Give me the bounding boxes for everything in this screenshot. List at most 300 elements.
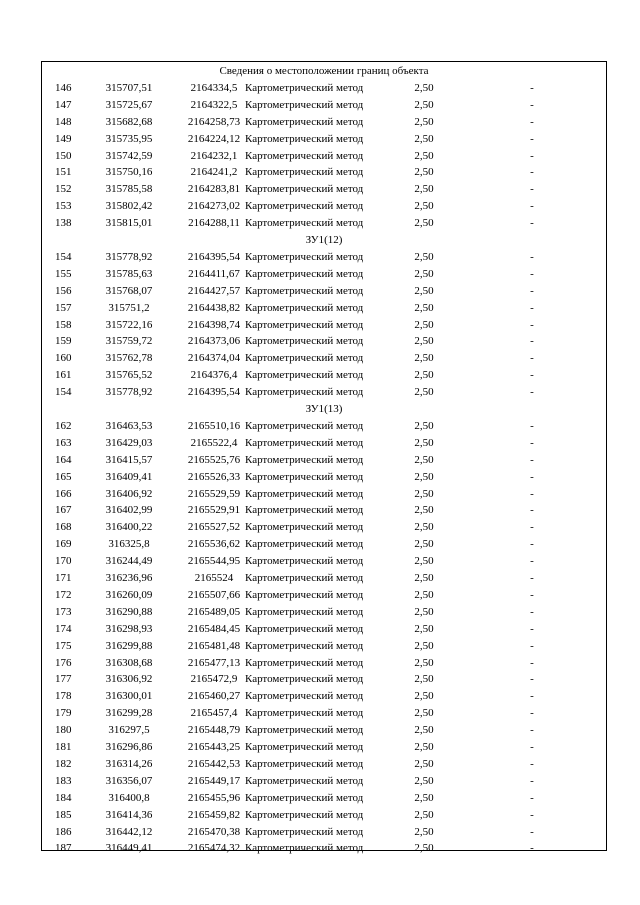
precision: 2,50 [414,673,434,686]
coord-x: 316308,68 [105,656,153,669]
coord-y: 2165474,32 [187,842,241,855]
precision: 2,50 [414,419,434,432]
point-number: 176 [55,656,72,669]
coord-y: 2164241,2 [190,166,238,179]
coord-y: 2164411,67 [188,267,240,280]
method: Картометрический метод [245,81,364,94]
table-row [42,553,606,570]
table-row [42,97,606,114]
coord-x: 316260,09 [105,588,153,601]
method: Картометрический метод [245,622,364,635]
method: Картометрический метод [245,166,364,179]
coord-y: 2165455,96 [187,791,241,804]
method: Картометрический метод [245,470,364,483]
table-header-row [42,63,606,80]
description: - [530,808,534,821]
precision: 2,50 [414,183,434,196]
coord-x: 316400,8 [108,791,150,804]
point-number: 180 [55,724,72,737]
coord-x: 315682,68 [105,115,153,128]
description: - [530,369,534,382]
coord-y: 2164395,54 [187,250,241,263]
coord-x: 315707,51 [105,81,153,94]
method: Картометрический метод [245,98,364,111]
coord-x: 316429,03 [105,436,153,449]
point-number: 165 [55,470,72,483]
table-row [42,215,606,232]
table-row [42,486,606,503]
point-number: 166 [55,487,72,500]
table-row [42,502,606,519]
description: - [530,555,534,568]
coord-x: 316298,93 [105,622,153,635]
point-number: 173 [55,605,72,618]
method: Картометрический метод [245,132,364,145]
table-row [42,164,606,181]
point-number: 150 [55,149,72,162]
coord-y: 2164374,04 [187,352,241,365]
description: - [530,707,534,720]
precision: 2,50 [414,335,434,348]
point-number: 187 [55,842,72,855]
coord-y: 2165477,13 [187,656,241,669]
precision: 2,50 [414,757,434,770]
description: - [530,318,534,331]
description: - [530,572,534,584]
section-header-row [42,401,606,418]
precision: 2,50 [414,250,434,263]
section-header-row [42,232,606,249]
point-number: 162 [55,419,72,432]
coord-x: 315759,72 [105,335,153,348]
table-row [42,181,606,198]
coord-y: 2165443,25 [187,741,241,753]
coord-x: 316290,88 [105,605,153,618]
coord-y: 2164273,02 [187,200,241,213]
method: Картометрический метод [245,538,364,551]
method: Картометрический метод [245,200,364,213]
precision: 2,50 [414,656,434,669]
coord-x: 316314,26 [105,757,153,770]
coord-y: 2165510,16 [187,419,241,432]
description: - [530,690,534,703]
coord-y: 2164376,4 [190,369,238,382]
description: - [530,301,534,314]
point-number: 146 [55,81,72,94]
boundary-coordinates-table [41,61,607,855]
coord-x: 315815,01 [105,217,153,230]
coord-x: 315778,92 [105,250,153,263]
coord-x: 316299,28 [105,707,153,720]
method: Картометрический метод [245,487,364,500]
coord-y: 2164395,54 [187,386,241,399]
table-row [42,621,606,638]
table-row [42,519,606,536]
description: - [530,217,534,230]
precision: 2,50 [414,200,434,213]
precision: 2,50 [414,605,434,618]
point-number: 175 [55,639,72,652]
coord-y: 2165544,95 [187,555,241,568]
table-row [42,283,606,300]
point-number: 184 [55,791,72,804]
point-number: 182 [55,757,72,770]
table-row [42,671,606,688]
coord-x: 316442,12 [105,825,153,838]
table-row [42,536,606,553]
method: Картометрический метод [245,842,364,855]
method: Картометрический метод [245,690,364,703]
description: - [530,149,534,162]
coord-y: 2165460,27 [187,690,241,703]
table-row [42,198,606,215]
coord-y: 2165527,52 [187,521,241,534]
description: - [530,487,534,500]
point-number: 163 [55,436,72,449]
point-number: 168 [55,521,72,534]
coord-x: 316297,5 [108,724,150,737]
precision: 2,50 [414,453,434,466]
precision: 2,50 [414,132,434,145]
coord-y: 2165525,76 [187,453,241,466]
method: Картометрический метод [245,436,364,449]
coord-y: 2165481,48 [187,639,241,652]
description: - [530,673,534,686]
coord-y: 2165489,05 [187,605,241,618]
point-number: 169 [55,538,72,551]
description: - [530,588,534,601]
method: Картометрический метод [245,791,364,804]
coord-y: 2165448,79 [187,724,241,737]
description: - [530,774,534,787]
table-row [42,418,606,435]
method: Картометрический метод [245,115,364,128]
method: Картометрический метод [245,808,364,821]
coord-y: 2164224,12 [187,132,241,145]
coord-x: 316463,53 [105,419,153,432]
description: - [530,504,534,517]
point-number: 185 [55,808,72,821]
method: Картометрический метод [245,267,364,280]
coord-y: 2165459,82 [187,808,241,821]
method: Картометрический метод [245,639,364,652]
method: Картометрический метод [245,757,364,770]
table-row [42,384,606,401]
table-row [42,773,606,790]
method: Картометрический метод [245,335,364,348]
precision: 2,50 [414,98,434,111]
coord-x: 316299,88 [105,639,153,652]
coord-y: 2164283,81 [187,183,241,196]
method: Картометрический метод [245,318,364,331]
precision: 2,50 [414,504,434,517]
method: Картометрический метод [245,386,364,399]
point-number: 138 [55,217,72,230]
coord-y: 2165507,66 [187,588,241,601]
precision: 2,50 [414,166,434,179]
point-number: 151 [55,166,72,179]
coord-x: 315725,67 [105,98,153,111]
method: Картометрический метод [245,774,364,787]
description: - [530,538,534,551]
coord-y: 2165522,4 [190,436,238,449]
precision: 2,50 [414,487,434,500]
method: Картометрический метод [245,656,364,669]
point-number: 172 [55,588,72,601]
precision: 2,50 [414,115,434,128]
coord-x: 316306,92 [105,673,153,686]
point-number: 160 [55,352,72,365]
table-row [42,114,606,131]
point-number: 148 [55,115,72,128]
precision: 2,50 [414,588,434,601]
precision: 2,50 [414,572,434,584]
coord-x: 315751,2 [108,301,150,314]
point-number: 159 [55,335,72,348]
precision: 2,50 [414,741,434,753]
point-number: 149 [55,132,72,145]
point-number: 178 [55,690,72,703]
precision: 2,50 [414,81,434,94]
method: Картометрический метод [245,250,364,263]
precision: 2,50 [414,707,434,720]
table-row [42,266,606,283]
table-row [42,367,606,384]
coord-x: 316409,41 [105,470,153,483]
description: - [530,250,534,263]
coord-x: 316400,22 [105,521,153,534]
coord-y: 2164438,82 [187,301,241,314]
method: Картометрический метод [245,673,364,686]
precision: 2,50 [414,470,434,483]
method: Картометрический метод [245,183,364,196]
coord-y: 2164322,5 [190,98,238,111]
coord-y: 2165449,17 [187,774,241,787]
point-number: 177 [55,673,72,686]
coord-x: 315735,95 [105,132,153,145]
table-row [42,824,606,841]
method: Картометрический метод [245,741,364,753]
method: Картометрический метод [245,588,364,601]
precision: 2,50 [414,825,434,838]
table-row [42,300,606,317]
precision: 2,50 [414,690,434,703]
section-label: ЗУ1(13) [305,403,343,415]
table-row [42,570,606,587]
point-number: 154 [55,386,72,399]
coord-x: 316356,07 [105,774,153,787]
table-row [42,756,606,773]
description: - [530,200,534,213]
method: Картометрический метод [245,572,364,584]
table-row [42,80,606,97]
description: - [530,605,534,618]
coord-x: 316406,92 [105,487,153,500]
point-number: 156 [55,284,72,297]
point-number: 152 [55,183,72,196]
coord-y: 2164427,57 [187,284,241,297]
precision: 2,50 [414,369,434,382]
table-row [42,131,606,148]
coord-x: 316300,01 [105,690,153,703]
description: - [530,81,534,94]
coord-y: 2165442,53 [187,757,241,770]
method: Картометрический метод [245,149,364,162]
description: - [530,521,534,534]
section-label: ЗУ1(12) [305,234,343,246]
precision: 2,50 [414,284,434,297]
coord-x: 316244,49 [105,555,153,568]
precision: 2,50 [414,301,434,314]
description: - [530,639,534,652]
precision: 2,50 [414,521,434,534]
precision: 2,50 [414,352,434,365]
precision: 2,50 [414,639,434,652]
coord-x: 316236,96 [105,572,153,584]
coord-y: 2164398,74 [187,318,241,331]
description: - [530,284,534,297]
coord-y: 2164258,73 [187,115,241,128]
description: - [530,436,534,449]
description: - [530,166,534,179]
method: Картометрический метод [245,217,364,230]
table-row [42,604,606,621]
coord-y: 2165529,91 [187,504,241,517]
point-number: 158 [55,318,72,331]
description: - [530,724,534,737]
table-row [42,739,606,756]
precision: 2,50 [414,791,434,804]
precision: 2,50 [414,318,434,331]
point-number: 171 [55,572,72,584]
precision: 2,50 [414,724,434,737]
point-number: 179 [55,707,72,720]
description: - [530,622,534,635]
coord-y: 2165526,33 [187,470,241,483]
coord-y: 2164288,11 [188,217,240,230]
description: - [530,842,534,855]
table-row [42,688,606,705]
description: - [530,419,534,432]
precision: 2,50 [414,538,434,551]
table-row [42,705,606,722]
precision: 2,50 [414,436,434,449]
point-number: 181 [55,741,72,753]
precision: 2,50 [414,555,434,568]
precision: 2,50 [414,774,434,787]
description: - [530,267,534,280]
table-row [42,435,606,452]
description: - [530,791,534,804]
table-title: Сведения о местоположении границ объекта [219,65,429,77]
method: Картометрический метод [245,284,364,297]
table-row [42,655,606,672]
method: Картометрический метод [245,301,364,314]
coord-x: 316402,99 [105,504,153,517]
coord-x: 315765,52 [105,369,153,382]
coord-x: 316449,41 [105,842,153,855]
precision: 2,50 [414,149,434,162]
coord-y: 2164232,1 [190,149,238,162]
coord-x: 315785,58 [105,183,153,196]
coord-x: 315750,16 [105,166,153,179]
method: Картометрический метод [245,724,364,737]
coord-y: 2164373,06 [187,335,241,348]
description: - [530,741,534,753]
method: Картометрический метод [245,352,364,365]
point-number: 170 [55,555,72,568]
method: Картометрический метод [245,605,364,618]
point-number: 183 [55,774,72,787]
coord-x: 315768,07 [105,284,153,297]
coord-x: 315722,16 [105,318,153,331]
method: Картометрический метод [245,707,364,720]
table-row [42,790,606,807]
table-row [42,249,606,266]
description: - [530,115,534,128]
point-number: 157 [55,301,72,314]
coord-x: 316296,86 [105,741,153,753]
coord-y: 2165529,59 [187,487,241,500]
description: - [530,386,534,399]
table-row [42,333,606,350]
point-number: 186 [55,825,72,838]
precision: 2,50 [414,622,434,635]
method: Картометрический метод [245,504,364,517]
coord-x: 315778,92 [105,386,153,399]
description: - [530,335,534,348]
coord-x: 316414,36 [105,808,153,821]
table-row [42,469,606,486]
precision: 2,50 [414,808,434,821]
point-number: 164 [55,453,72,466]
precision: 2,50 [414,217,434,230]
precision: 2,50 [414,267,434,280]
method: Картометрический метод [245,419,364,432]
coord-y: 2165536,62 [187,538,241,551]
description: - [530,183,534,196]
table-row [42,840,606,857]
table-row [42,638,606,655]
table-row [42,317,606,334]
coord-y: 2164334,5 [190,81,238,94]
point-number: 147 [55,98,72,111]
coord-x: 315802,42 [105,200,153,213]
method: Картометрический метод [245,521,364,534]
description: - [530,352,534,365]
point-number: 161 [55,369,72,382]
table-row [42,350,606,367]
description: - [530,825,534,838]
method: Картометрический метод [245,555,364,568]
description: - [530,757,534,770]
coord-y: 2165524 [194,572,234,584]
precision: 2,50 [414,842,434,855]
point-number: 153 [55,200,72,213]
coord-y: 2165484,45 [187,622,241,635]
coord-x: 316415,57 [105,453,153,466]
description: - [530,98,534,111]
table-row [42,722,606,739]
coord-y: 2165472,9 [190,673,238,686]
coord-y: 2165457,4 [190,707,238,720]
coord-x: 315742,59 [105,149,153,162]
coord-x: 315762,78 [105,352,153,365]
table-row [42,452,606,469]
table-row [42,587,606,604]
point-number: 174 [55,622,72,635]
method: Картометрический метод [245,369,364,382]
